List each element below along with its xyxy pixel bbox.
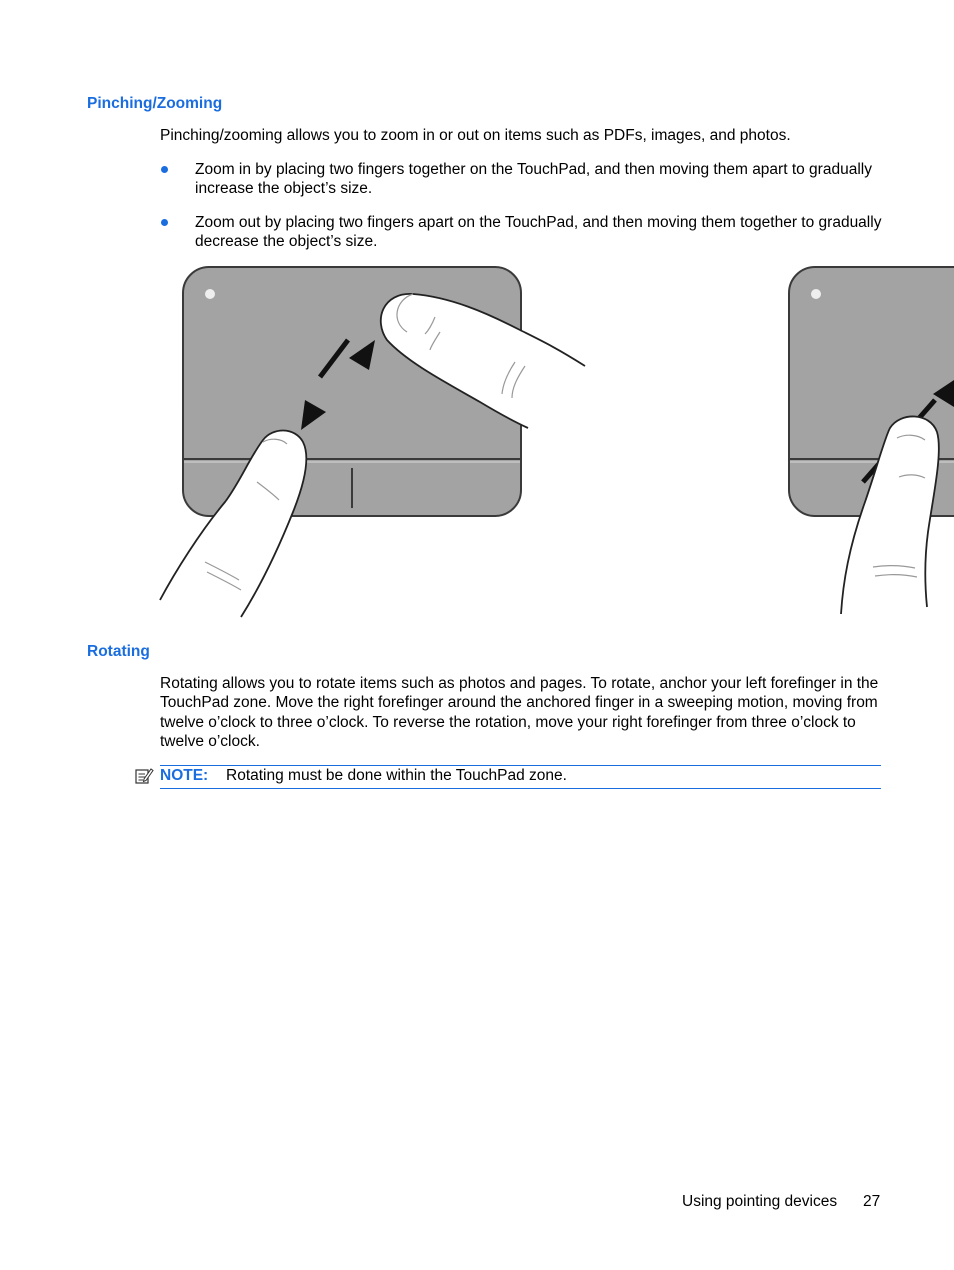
page-number: 27 bbox=[863, 1193, 881, 1210]
note-text: Rotating must be done within the TouchPad zone. bbox=[226, 767, 567, 784]
section-heading-pinching: Pinching/Zooming bbox=[87, 95, 223, 112]
rotating-body: Rotating allows you to rotate items such as photos and pages. To rotate, anchor your left forefinger in the TouchPad zone. Move the right forefinger around the anchored finger in a sweeping motion, moving from twelve o’clock to three o’clock. To reverse the rotation, move your right forefinger from three o’clock to twelve o’clock. bbox=[160, 675, 879, 751]
note-pencil-icon bbox=[134, 766, 154, 786]
footer-section-title: Using pointing devices bbox=[682, 1193, 838, 1210]
bullet-dot-icon bbox=[161, 166, 168, 173]
note-label: NOTE: bbox=[160, 767, 209, 784]
pinch-zoom-illustration bbox=[155, 262, 954, 622]
list-item bbox=[160, 160, 882, 199]
list-item-text: Zoom in by placing two fingers together on the TouchPad, and then moving them apart to gradually increase the object’s size. bbox=[195, 161, 872, 198]
note-box bbox=[160, 765, 881, 789]
list-item bbox=[160, 213, 882, 252]
section-heading-rotating: Rotating bbox=[87, 643, 150, 660]
bullet-dot-icon bbox=[161, 219, 168, 226]
pinching-intro: Pinching/zooming allows you to zoom in or out on items such as PDFs, images, and photos. bbox=[160, 127, 791, 144]
list-item-text: Zoom out by placing two fingers apart on the TouchPad, and then moving them together to gradually decrease the object’s size. bbox=[195, 214, 882, 251]
